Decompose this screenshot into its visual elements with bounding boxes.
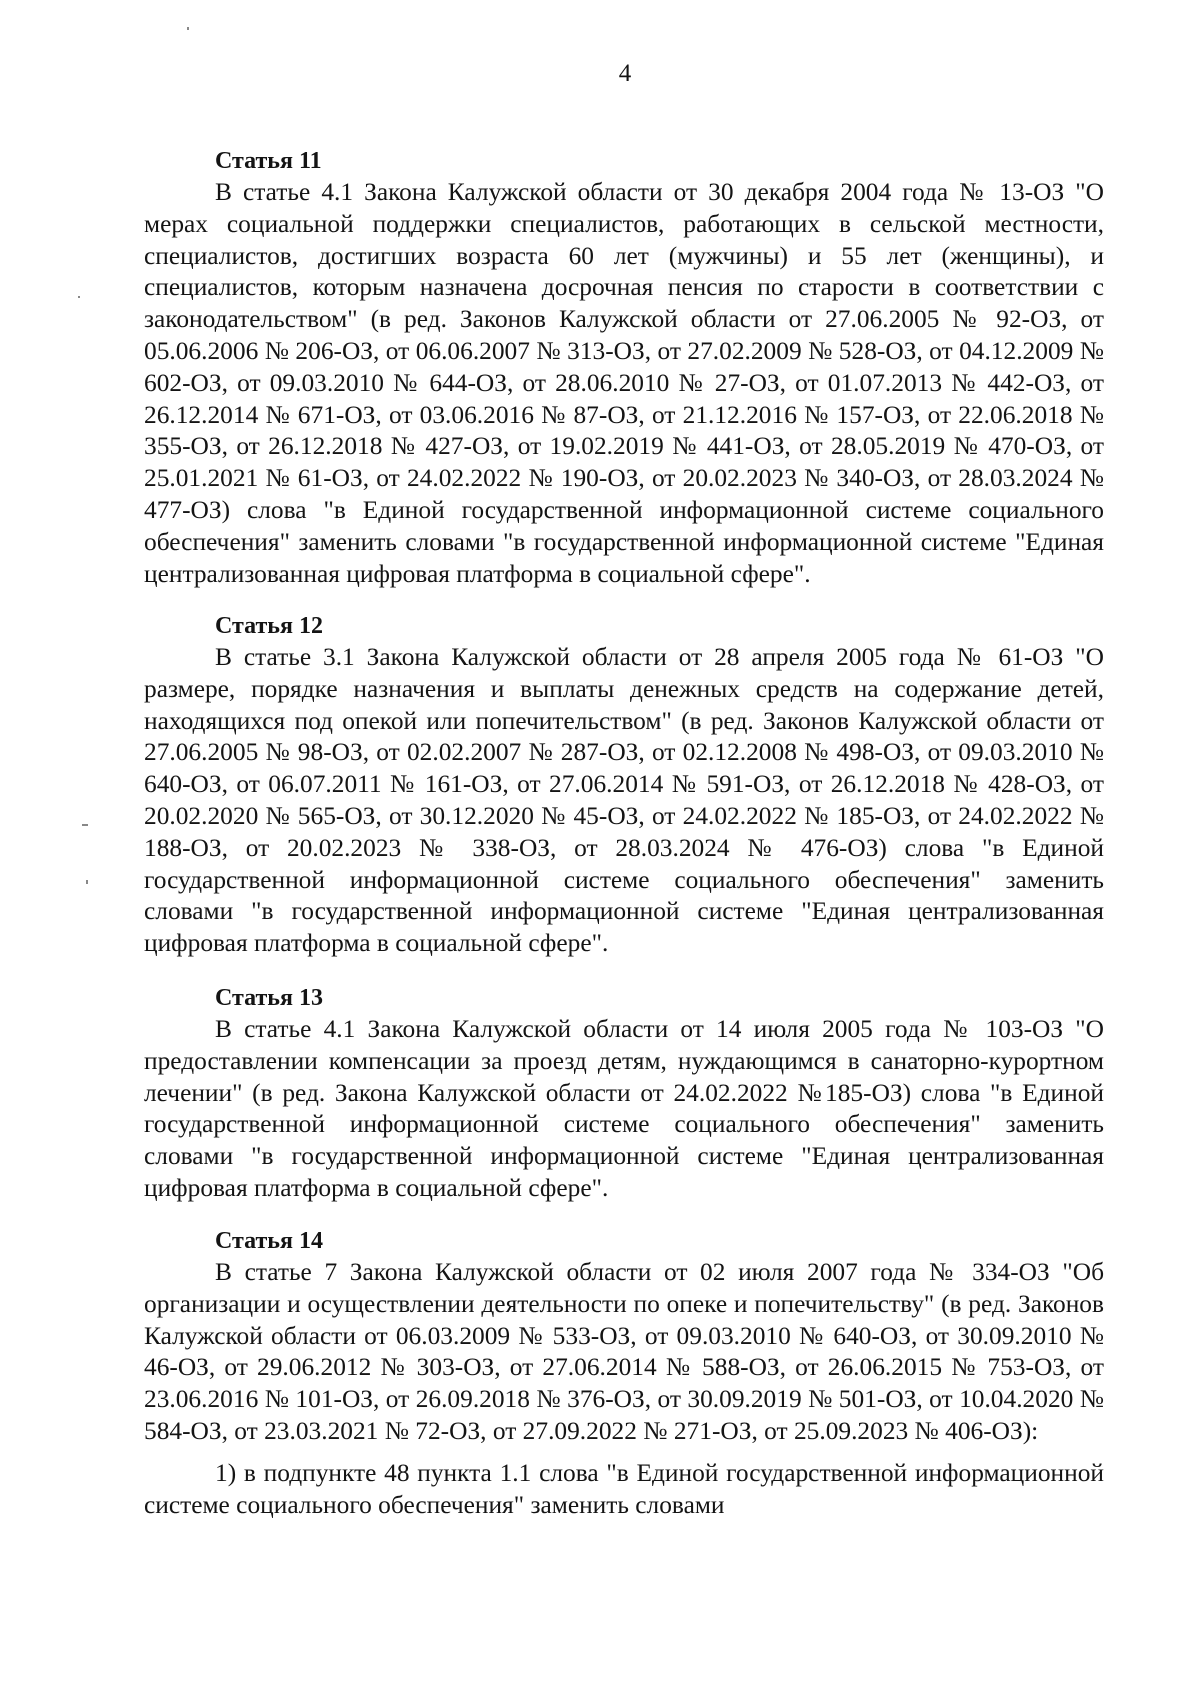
article-12 xyxy=(144,610,1104,960)
article-paragraph: В статье 3.1 Закона Калужской области от 28 апреля 2005 года № 61-ОЗ "О размере, порядке назначения и выплаты денежных средств на содержание детей, находящихся под опекой или попечительством" (в ред. Законов Калужской области от 27.06.2005 № 98-ОЗ, от 02.02.2007 № 287-ОЗ, от 02.12.2008 № 498-ОЗ, от 09.03.2010 № 640-ОЗ, от 06.07.2011 № 161-ОЗ, от 27.06.2014 № 591-ОЗ, от 26.12.2018 № 428-ОЗ, от 20.02.2020 № 565-ОЗ, от 30.12.2020 № 45-ОЗ, от 24.02.2022 № 185-ОЗ, от 24.02.2022 № 188-ОЗ, от 20.02.2023 № 338-ОЗ, от 28.03.2024 № 476-ОЗ) слова "в Единой государственной информационной системе социального обеспечения" заменить словами "в государственной информационной системе "Единая централизованная цифровая платформа в социальной сфере". xyxy=(144,643,1104,958)
article-title: Статья 11 xyxy=(215,148,322,174)
article-13 xyxy=(144,982,1104,1205)
scan-speck xyxy=(187,27,189,30)
article-title: Статья 12 xyxy=(215,613,323,639)
article-paragraph: В статье 4.1 Закона Калужской области от 14 июля 2005 года № 103-ОЗ "О предоставлении компенсации за проезд детям, нуждающимся в санаторно-курортном лечении" (в ред. Закона Калужской области от 24.02.2022 №185-ОЗ) слова "в Единой государственной информационной системе социального обеспечения" заменить словами "в государственной информационной системе "Единая централизованная цифровая платформа в социальной сфере". xyxy=(144,1015,1104,1202)
scan-speck xyxy=(86,880,88,884)
article-paragraph: В статье 4.1 Закона Калужской области от 30 декабря 2004 года № 13-ОЗ "О мерах социальной поддержки специалистов, работающих в сельской местности, специалистов, достигших возраста 60 лет (мужчины) и 55 лет (женщины), и специалистов, которым назначена досрочная пенсия по старости в соответствии с законодательством" (в ред. Законов Калужской области от 27.06.2005 № 92-ОЗ, от 05.06.2006 № 206-ОЗ, от 06.06.2007 № 313-ОЗ, от 27.02.2009 № 528-ОЗ, от 04.12.2009 № 602-ОЗ, от 09.03.2010 № 644-ОЗ, от 28.06.2010 № 27-ОЗ, от 01.07.2013 № 442-ОЗ, от 26.12.2014 № 671-ОЗ, от 03.06.2016 № 87-ОЗ, от 21.12.2016 № 157-ОЗ, от 22.06.2018 № 355-ОЗ, от 26.12.2018 № 427-ОЗ, от 19.02.2019 № 441-ОЗ, от 28.05.2019 № 470-ОЗ, от 25.01.2021 № 61-ОЗ, от 24.02.2022 № 190-ОЗ, от 20.02.2023 № 340-ОЗ, от 28.03.2024 № 477-ОЗ) слова "в Единой государственной информационной системе социального обеспечения" заменить словами "в государственной информационной системе "Единая централизованная цифровая платформа в социальной сфере". xyxy=(144,178,1104,588)
article-14 xyxy=(144,1225,1104,1521)
scan-speck xyxy=(78,296,80,298)
scan-speck xyxy=(82,824,88,826)
article-11 xyxy=(144,145,1104,590)
page-number: 4 xyxy=(618,60,632,87)
article-paragraph: В статье 7 Закона Калужской области от 02 июля 2007 года № 334-ОЗ "Об организации и осуществлении деятельности по опеке и попечительству" (в ред. Законов Калужской области от 06.03.2009 № 533-ОЗ, от 09.03.2010 № 640-ОЗ, от 30.09.2010 № 46-ОЗ, от 29.06.2012 № 303-ОЗ, от 27.06.2014 № 588-ОЗ, от 26.06.2015 № 753-ОЗ, от 23.06.2016 № 101-ОЗ, от 26.09.2018 № 376-ОЗ, от 30.09.2019 № 501-ОЗ, от 10.04.2020 № 584-ОЗ, от 23.03.2021 № 72-ОЗ, от 27.09.2022 № 271-ОЗ, от 25.09.2023 № 406-ОЗ): xyxy=(144,1258,1104,1445)
article-title: Статья 13 xyxy=(215,985,323,1011)
article-subparagraph: 1) в подпункте 48 пункта 1.1 слова "в Единой государственной информационной системе социального обеспечения" заменить словами xyxy=(144,1458,1104,1519)
article-title: Статья 14 xyxy=(215,1228,323,1254)
